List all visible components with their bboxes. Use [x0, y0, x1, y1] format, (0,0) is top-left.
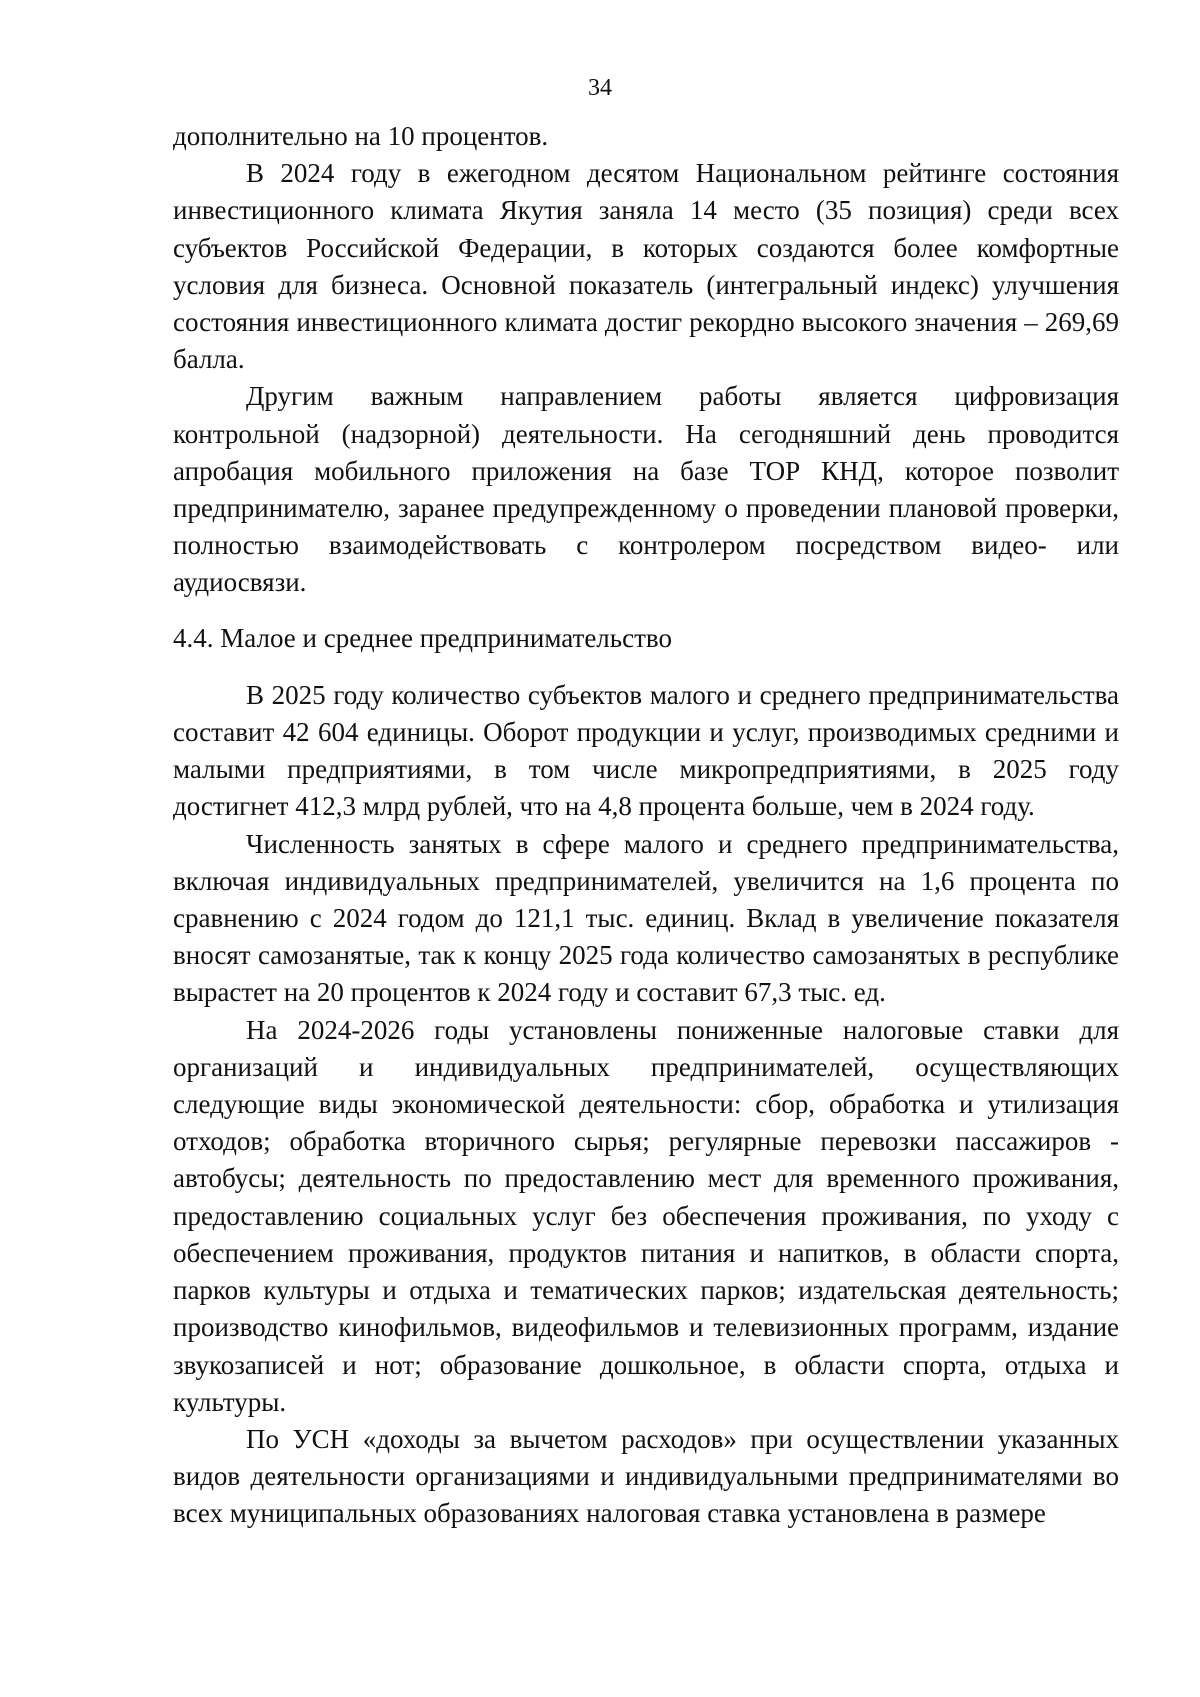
paragraph-usn-rate: По УСН «доходы за вычетом расходов» при осуществлении указанных видов деятельности организациями и индивидуальными предпринимателями во всех муниципальных образованиях налоговая ставка установлена в размере	[173, 1423, 1119, 1529]
paragraph-sme-count: В 2025 году количество субъектов малого и среднего предпринимательства составит 42 604 единицы. Оборот продукции и услуг, производимых средними и малыми предприятиями, в том числе микропредприятиями, в 2025 году достигнет 412,3 млрд рублей, что на 4,8 процента больше, чем в 2024 году.	[173, 679, 1119, 822]
document-body	[173, 118, 1119, 1533]
paragraph-continuation: дополнительно на 10 процентов.	[173, 121, 549, 151]
paragraph-digitalization: Другим важным направлением работы является цифровизация контрольной (надзорной) деятельности. На сегодняшний день проводится апробация мобильного приложения на базе ТОР КНД, которое позволит предпринимателю, заранее предупрежденному о проведении плановой проверки, полностью взаимодействовать с контролером посредством видео- или аудиосвязи.	[173, 381, 1119, 598]
page-number: 34	[588, 75, 612, 101]
paragraph-sme-employment: Численность занятых в сфере малого и среднего предпринимательства, включая индивидуальных предпринимателей, увеличится на 1,6 процента по сравнению с 2024 годом до 121,1 тыс. единиц. Вклад в увеличение показателя вносят самозанятые, так к концу 2025 года количество самозанятых в республике вырастет на 20 процентов к 2024 году и составит 67,3 тыс. ед.	[173, 828, 1119, 1008]
paragraph-reduced-tax-rates: На 2024-2026 годы установлены пониженные налоговые ставки для организаций и индивидуальных предпринимателей, осуществляющих следующие виды экономической деятельности: сбор, обработка и утилизация отходов; обработка вторичного сырья; регулярные перевозки пассажиров - автобусы; деятельность по предоставлению мест для временного проживания, предоставлению социальных услуг без обеспечения проживания, по уходу с обеспечением проживания, продуктов питания и напитков, в области спорта, парков культуры и отдыха и тематических парков; издательская деятельность; производство кинофильмов, видеофильмов и телевизионных программ, издание звукозаписей и нот; образование дошкольное, в области спорта, отдыха и культуры.	[173, 1014, 1119, 1417]
section-heading: 4.4. Малое и среднее предпринимательство	[173, 622, 672, 653]
paragraph-investment-rating: В 2024 году в ежегодном десятом Национальном рейтинге состояния инвестиционного климата Якутия заняла 14 место (35 позиция) среди всех субъектов Российской Федерации, в которых создаются более комфортные условия для бизнеса. Основной показатель (интегральный индекс) улучшения состояния инвестиционного климата достиг рекордно высокого значения – 269,69 балла.	[173, 158, 1119, 375]
